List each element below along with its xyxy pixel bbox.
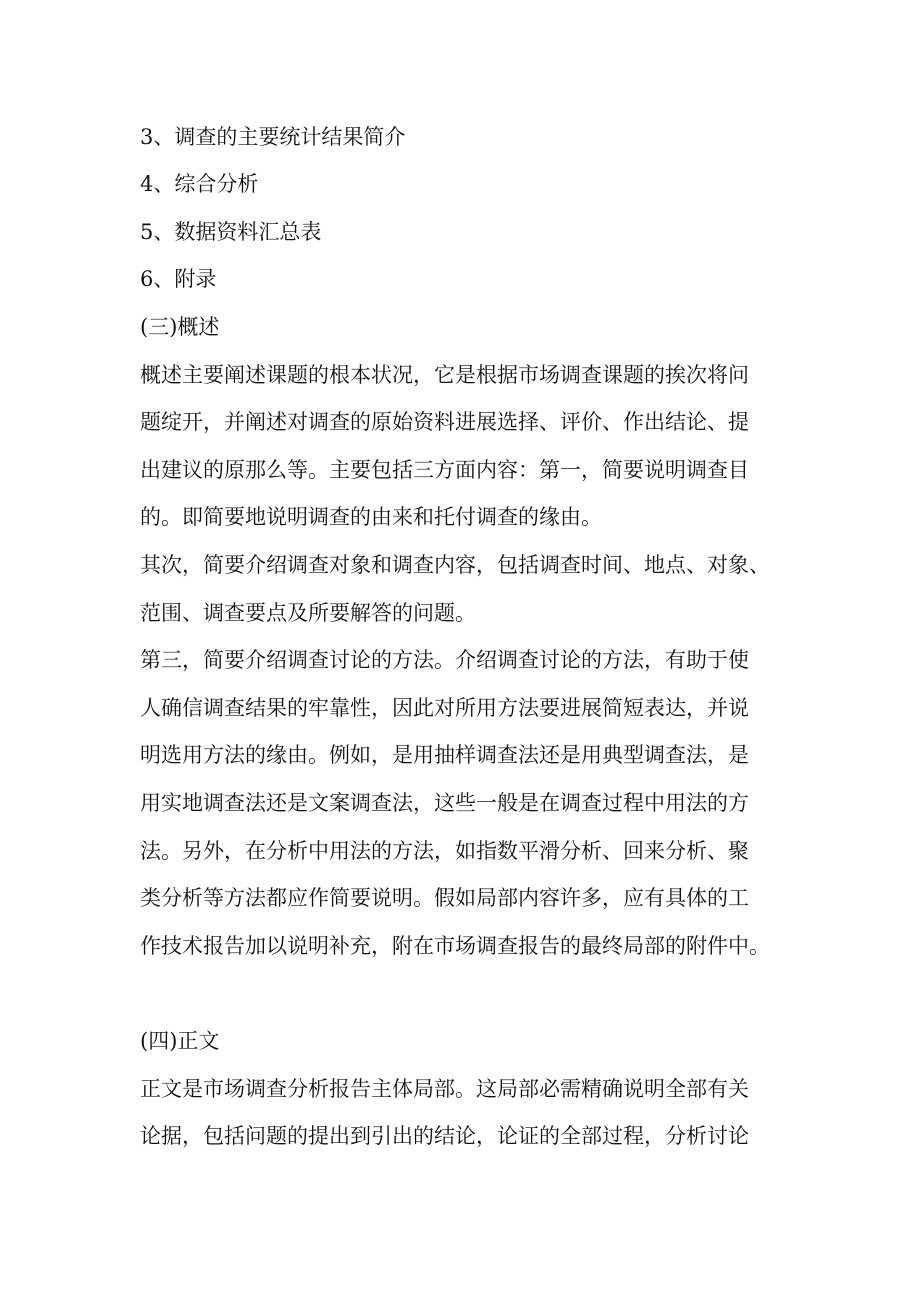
paragraph-line: 范围、调查要点及所要解答的问题。 — [140, 601, 476, 625]
list-item-data-table: 5、数据资料汇总表 — [140, 220, 322, 244]
list-item-analysis: 4、综合分析 — [140, 172, 259, 196]
paragraph-line: 正文是市场调查分析报告主体局部。这局部必需精确说明全部有关 — [140, 1077, 749, 1101]
section-heading-main-body: (四)正文 — [140, 1029, 220, 1053]
paragraph-line: 题绽开，并阐述对调查的原始资料进展选择、评价、作出结论、提 — [140, 410, 749, 434]
paragraph-line: 论据，包括问题的提出到引出的结论，论证的全部过程，分析讨论 — [140, 1124, 749, 1148]
paragraph-line: 出建议的原那么等。主要包括三方面内容：第一，简要说明调查目 — [140, 458, 749, 482]
section-heading-overview: (三)概述 — [140, 315, 220, 339]
paragraph-line: 用实地调查法还是文案调查法，这些一般是在调查过程中用法的方 — [140, 791, 749, 815]
paragraph-line: 的。即简要地说明调查的由来和托付调查的缘由。 — [140, 505, 602, 529]
list-item-appendix: 6、附录 — [140, 267, 217, 291]
paragraph-line: 类分析等方法都应作简要说明。假如局部内容许多，应有具体的工 — [140, 886, 749, 910]
paragraph-line: 法。另外，在分析中用法的方法，如指数平滑分析、回来分析、聚 — [140, 839, 749, 863]
list-item-summary: 3、调查的主要统计结果简介 — [140, 125, 406, 149]
paragraph-line: 作技术报告加以说明补充，附在市场调查报告的最终局部的附件中。 — [140, 934, 770, 958]
paragraph-line: 人确信调查结果的牢靠性，因此对所用方法要进展简短表达，并说 — [140, 696, 749, 720]
paragraph-line: 第三，简要介绍调查讨论的方法。介绍调查讨论的方法，有助于使 — [140, 648, 749, 672]
paragraph-line: 其次，简要介绍调查对象和调查内容，包括调查时间、地点、对象、 — [140, 553, 770, 577]
paragraph-line: 概述主要阐述课题的根本状况，它是根据市场调查课题的挨次将问 — [140, 363, 749, 387]
paragraph-line: 明选用方法的缘由。例如，是用抽样调查法还是用典型调查法，是 — [140, 743, 749, 767]
